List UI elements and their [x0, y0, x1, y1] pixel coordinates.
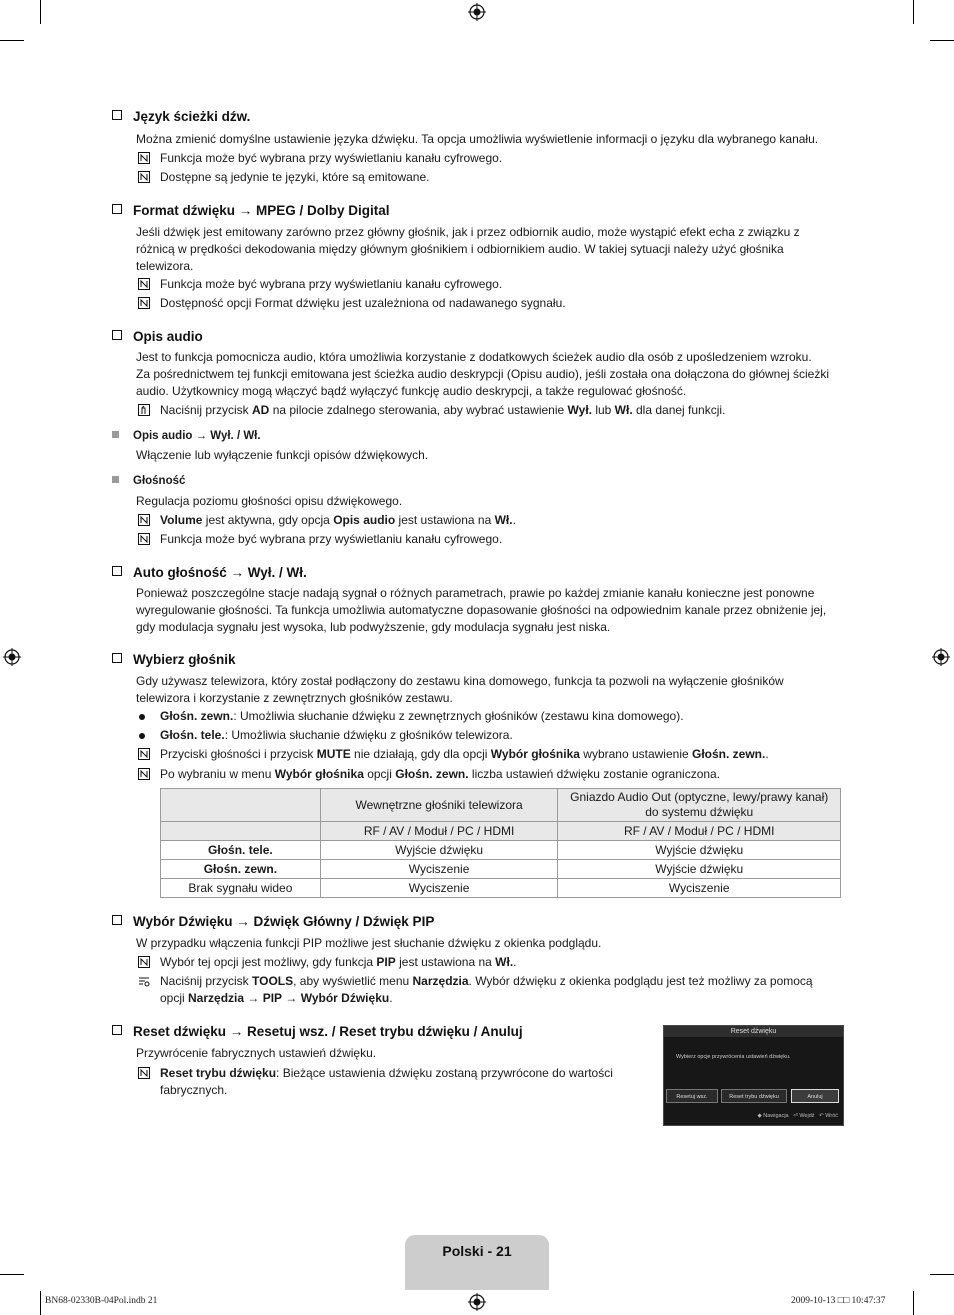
enter-icon: ⏎ — [793, 1113, 798, 1119]
table-cell: Wewnętrzne głośniki telewizora — [320, 789, 558, 822]
table-row — [161, 860, 841, 879]
tv-cancel-button[interactable]: Anuluj — [791, 1089, 839, 1103]
note: Naciśnij przycisk TOOLS, aby wyświetlić menu Narzędzia. Wybór dźwięku z okienka podglądu jest też możliwy za pomocą opcji Narzędzia → PIP → Wybór Dźwięku. — [136, 973, 836, 1007]
table-row — [161, 841, 841, 860]
section-heading: Wybór Dźwięku → Dźwięk Główny / Dźwięk PIP — [112, 914, 434, 929]
note-icon — [138, 956, 150, 968]
section-heading: Reset dźwięku → Resetuj wsz. / Reset trybu dźwięku / Anuluj — [112, 1024, 523, 1039]
crop-mark — [0, 40, 24, 41]
note-icon — [138, 152, 150, 164]
crop-mark — [40, 1291, 41, 1315]
section-heading: Język ścieżki dźw. — [112, 109, 250, 124]
note: Przyciski głośności i przycisk MUTE nie działają, gdy dla opcji Wybór głośnika wybrano ustawienie Głośn. zewn.. — [136, 746, 844, 763]
checkbox-bullet-icon — [112, 1025, 122, 1035]
page-number-tab: Polski - 21 — [405, 1235, 549, 1290]
table-cell: Wyciszenie — [320, 860, 558, 879]
bullet-dot-icon — [139, 733, 145, 739]
checkbox-bullet-icon — [112, 915, 122, 925]
section-heading: Auto głośność → Wył. / Wł. — [112, 565, 307, 580]
note: Reset trybu dźwięku: Bieżące ustawienia dźwięku zostaną przywrócone do wartości fabrycznych. — [136, 1065, 636, 1099]
return-icon: ↶ — [819, 1113, 824, 1119]
checkbox-bullet-icon — [112, 110, 122, 120]
table-cell: Gniazdo Audio Out (optyczne, lewy/prawy kanał) do systemu dźwięku — [558, 789, 841, 822]
bullet-dot-icon — [139, 714, 145, 720]
table-cell: Wyjście dźwięku — [558, 860, 841, 879]
file-slug: BN68-02330B-04Pol.indb 21 — [45, 1296, 158, 1306]
tv-reset-all-button[interactable]: Resetuj wsz. — [666, 1089, 718, 1103]
checkbox-bullet-icon — [112, 566, 122, 576]
note: Naciśnij przycisk AD na pilocie zdalnego sterowania, aby wybrać ustawienie Wył. lub Wł. dla danej funkcji. — [136, 402, 844, 419]
paragraph: W przypadku włączenia funkcji PIP możliwe jest słuchanie dźwięku z okienka podglądu. — [136, 936, 602, 950]
note-icon — [138, 768, 150, 780]
note: Dostępność opcji Format dźwięku jest uzależniona od nadawanego sygnału. — [136, 295, 844, 312]
note: Dostępne są jedynie te języki, które są emitowane. — [136, 169, 844, 186]
note: Funkcja może być wybrana przy wyświetlaniu kanału cyfrowego. — [136, 531, 844, 548]
table-cell: Wyciszenie — [558, 879, 841, 898]
subsection-heading: Głośność — [112, 475, 185, 487]
registration-mark-icon — [932, 648, 950, 666]
remote-button-icon — [138, 404, 150, 416]
list-item: Głośn. tele.: Umożliwia słuchanie dźwięku z głośników telewizora. — [136, 727, 844, 744]
note: Po wybraniu w menu Wybór głośnika opcji Głośn. zewn. liczba ustawień dźwięku zostanie ograniczona. — [136, 766, 844, 783]
note-icon — [138, 533, 150, 545]
paragraph: Gdy używasz telewizora, który został podłączony do zestawu kina domowego, funkcja ta pozwoli na wyłączenie głośników telewizora i korzystanie z zewnętrznych głośników zestawu. — [136, 674, 784, 705]
table-row — [161, 879, 841, 898]
tv-menu-footer: ◆ Nawigacja ⏎ Wejdź ↶ Wróć — [757, 1113, 838, 1119]
crop-mark — [930, 1274, 954, 1275]
note-icon — [138, 1067, 150, 1079]
note: Funkcja może być wybrana przy wyświetlaniu kanału cyfrowego. — [136, 276, 844, 293]
navigate-icon: ◆ — [757, 1113, 762, 1119]
table-cell: Wyciszenie — [320, 879, 558, 898]
table-cell: Brak sygnału wideo — [161, 879, 321, 898]
note: Wybór tej opcji jest możliwy, gdy funkcja PIP jest ustawiona na Wł.. — [136, 954, 844, 971]
crop-mark — [930, 40, 954, 41]
list-item: Głośn. zewn.: Umożliwia słuchanie dźwięku z zewnętrznych głośników (zestawu kina domowego). — [136, 708, 844, 725]
note-icon — [138, 748, 150, 760]
crop-mark — [913, 1291, 914, 1315]
table-cell: Wyjście dźwięku — [320, 841, 558, 860]
tv-menu-message: Wybierz opcje przywrócenia ustawień dźwięku. — [676, 1054, 791, 1060]
table-cell: Głośn. tele. — [161, 841, 321, 860]
square-bullet-icon — [112, 476, 119, 483]
table-cell: RF / AV / Moduł / PC / HDMI — [320, 822, 558, 841]
tv-menu-title: Reset dźwięku — [664, 1026, 843, 1037]
crop-mark — [0, 1274, 24, 1275]
note-icon — [138, 514, 150, 526]
table-header-row — [161, 789, 841, 822]
paragraph: Regulacja poziomu głośności opisu dźwiękowego. — [136, 494, 403, 508]
checkbox-bullet-icon — [112, 330, 122, 340]
table-header-row — [161, 822, 841, 841]
note-icon — [138, 297, 150, 309]
table-cell: RF / AV / Moduł / PC / HDMI — [558, 822, 841, 841]
paragraph: Można zmienić domyślne ustawienie języka dźwięku. Ta opcja umożliwia wyświetlenie informacji o języku dla wybranego kanału. — [136, 132, 819, 146]
table-cell — [161, 822, 321, 841]
paragraph: Włączenie lub wyłączenie funkcji opisów dźwiękowych. — [136, 448, 429, 462]
checkbox-bullet-icon — [112, 653, 122, 663]
paragraph: Jeśli dźwięk jest emitowany zarówno przez główny głośnik, jak i przez odbiornik audio, może wystąpić efekt echa z związku z różnicą w prędkości dekodowania między głównym głośnikiem i odbiornikiem audio. W takiej sytuacji należy użyć głośnika telewizora. — [136, 225, 800, 273]
square-bullet-icon — [112, 431, 119, 438]
note-icon — [138, 278, 150, 290]
speaker-table — [160, 788, 841, 898]
table-cell — [161, 789, 321, 822]
section-heading: Opis audio — [112, 329, 203, 344]
table-cell: Głośn. zewn. — [161, 860, 321, 879]
crop-mark — [913, 0, 914, 24]
table-cell: Wyjście dźwięku — [558, 841, 841, 860]
paragraph: Przywrócenie fabrycznych ustawień dźwięku. — [136, 1046, 377, 1060]
tools-icon — [138, 975, 150, 987]
paragraph: Jest to funkcja pomocnicza audio, która umożliwia korzystanie z dodatkowych ścieżek audio dla osób z upośledzeniem wzroku. — [136, 350, 812, 364]
subsection-heading: Opis audio → Wył. / Wł. — [112, 430, 261, 442]
note-icon — [138, 171, 150, 183]
registration-mark-icon — [468, 3, 486, 21]
date-slug: 2009-10-13 □□ 10:47:37 — [791, 1296, 886, 1306]
note: Volume jest aktywna, gdy opcja Opis audio jest ustawiona na Wł.. — [136, 512, 844, 529]
crop-mark — [40, 0, 41, 24]
checkbox-bullet-icon — [112, 204, 122, 214]
tv-reset-mode-button[interactable]: Reset trybu dźwięku — [721, 1089, 787, 1103]
note: Funkcja może być wybrana przy wyświetlaniu kanału cyfrowego. — [136, 150, 844, 167]
paragraph: Ponieważ poszczególne stacje nadają sygnał o różnych parametrach, prawie po każdej zmianie kanału konieczne jest ponowne wyregulowanie głośności. Ta funkcja umożliwia automatyczne dopasowanie głośności na odpowiednim kanale przez obniżenie jej, gdy modulacja sygnału jest wysoka, lub podwyższenie, gdy modulacja sygnału jest niska. — [136, 586, 827, 634]
registration-mark-icon — [468, 1293, 486, 1311]
registration-mark-icon — [3, 648, 21, 666]
section-heading: Format dźwięku → MPEG / Dolby Digital — [112, 203, 390, 218]
section-heading: Wybierz głośnik — [112, 652, 236, 667]
tv-menu-screenshot — [663, 1025, 844, 1126]
paragraph: Za pośrednictwem tej funkcji emitowana jest ścieżka audio deskrypcji (Opisu audio), jeśli została ona dołączona do głównej ścieżki audio. Użytkownicy mogą włączyć bądź wyłączyć funkcję audio deskrypcji, a także regulować głośność. — [136, 367, 830, 398]
